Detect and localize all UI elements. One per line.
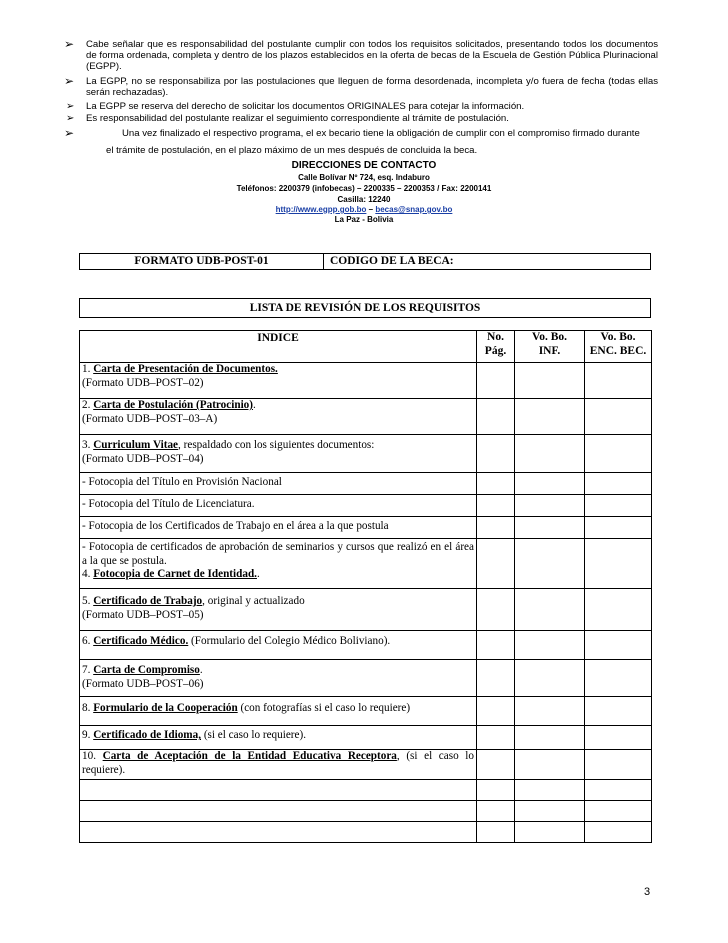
website-link[interactable]: http://www.egpp.gob.bo xyxy=(275,205,367,214)
vobo-inf-cell[interactable] xyxy=(515,801,585,822)
requirement-cell[interactable] xyxy=(80,822,477,843)
contacts-heading: DIRECCIONES DE CONTACTO xyxy=(291,160,437,171)
bullet-1: ➢ Cabe señalar que es responsabilidad del postulante cumplir con todos los requisitos solicitados, presentando todos los documentos de forma ordenada, completa y dentro de los plazos establecidos en la oferta de becas de la Escuela de Gestión Pública Plurinacional (EGPP). xyxy=(64,37,658,73)
vobo-enc-cell[interactable] xyxy=(585,473,652,495)
vobo-inf-cell[interactable] xyxy=(515,517,585,539)
page-cell[interactable] xyxy=(477,495,515,517)
arrow-bullet-icon: ➢ xyxy=(64,37,75,51)
vobo-inf-cell[interactable] xyxy=(515,660,585,697)
table-row xyxy=(80,589,652,631)
page-cell[interactable] xyxy=(477,363,515,399)
table-row xyxy=(80,473,652,495)
vobo-enc-cell[interactable] xyxy=(585,495,652,517)
vobo-inf-cell[interactable] xyxy=(515,750,585,780)
vobo-enc-cell[interactable] xyxy=(585,539,652,589)
page-cell[interactable] xyxy=(477,517,515,539)
contacts-links: http://www.egpp.gob.bo – becas@snap.gov.bo xyxy=(275,205,453,214)
vobo-inf-cell[interactable] xyxy=(515,399,585,435)
requirement-cell[interactable] xyxy=(80,801,477,822)
requirement-cell: - Fotocopia de certificados de aprobación de seminarios y cursos que realizó en el área a la que se postula. 4. Fotocopia de Carnet de Identidad.. xyxy=(80,539,477,589)
requirement-cell: 3. Curriculum Vitae, respaldado con los siguientes documentos: (Formato UDB–POST–04) xyxy=(80,435,477,473)
table-row xyxy=(80,363,652,399)
header-vobo-inf: Vo. Bo. INF. xyxy=(515,331,585,363)
requirement-cell: 6. Certificado Médico. (Formulario del Colegio Médico Boliviano). xyxy=(80,631,477,660)
vobo-inf-cell[interactable] xyxy=(515,631,585,660)
table-row-empty xyxy=(80,780,652,801)
page-cell[interactable] xyxy=(477,435,515,473)
arrow-bullet-icon: ➢ xyxy=(66,101,75,112)
table-row xyxy=(80,631,652,660)
table-row xyxy=(80,726,652,750)
table-row-empty xyxy=(80,822,652,843)
page-cell[interactable] xyxy=(477,589,515,631)
requirement-cell: - Fotocopia del Título de Licenciatura. xyxy=(80,495,477,517)
vobo-enc-cell[interactable] xyxy=(585,399,652,435)
requirement-cell: 1. Carta de Presentación de Documentos. (Formato UDB–POST–02) xyxy=(80,363,477,399)
vobo-enc-cell[interactable] xyxy=(585,435,652,473)
page-cell[interactable] xyxy=(477,726,515,750)
bullet-2: ➢ La EGPP, no se responsabiliza por las postulaciones que lleguen de forma desordenada, incompleta y/o fuera de fecha (todas ellas serán rechazadas). xyxy=(64,74,658,99)
arrow-bullet-icon: ➢ xyxy=(64,126,75,140)
vobo-enc-cell[interactable] xyxy=(585,589,652,631)
requirement-cell: 9. Certificado de Idioma, (si el caso lo requiere). xyxy=(80,726,477,750)
vobo-inf-cell[interactable] xyxy=(515,363,585,399)
vobo-inf-cell[interactable] xyxy=(515,697,585,726)
bullet-5: ➢ Una vez finalizado el respectivo programa, el ex becario tiene la obligación de cumplir con el compromiso firmado durante xyxy=(64,126,640,140)
vobo-enc-cell[interactable] xyxy=(585,780,652,801)
bullet-5-continuation: el trámite de postulación, en el plazo máximo de un mes después de concluida la beca. xyxy=(106,145,478,156)
contacts-phones: Teléfonos: 2200379 (infobecas) – 2200335 – 2200353 / Fax: 2200141 xyxy=(236,184,492,193)
contacts-address: Calle Bolívar Nº 724, esq. Indaburo xyxy=(298,173,430,182)
vobo-inf-cell[interactable] xyxy=(515,780,585,801)
header-no-pag: No. Pág. xyxy=(477,331,515,363)
vobo-enc-cell[interactable] xyxy=(585,517,652,539)
page-cell[interactable] xyxy=(477,697,515,726)
vobo-enc-cell[interactable] xyxy=(585,631,652,660)
page-cell[interactable] xyxy=(477,780,515,801)
vobo-inf-cell[interactable] xyxy=(515,822,585,843)
vobo-enc-cell[interactable] xyxy=(585,660,652,697)
arrow-bullet-icon: ➢ xyxy=(64,74,75,88)
vobo-enc-cell[interactable] xyxy=(585,697,652,726)
page-cell[interactable] xyxy=(477,399,515,435)
format-box xyxy=(79,253,651,270)
bullet-3: ➢ La EGPP se reserva del derecho de solicitar los documentos ORIGINALES para cotejar la información. xyxy=(66,101,525,112)
table-row xyxy=(80,750,652,780)
page-cell[interactable] xyxy=(477,822,515,843)
vobo-inf-cell[interactable] xyxy=(515,473,585,495)
page-cell[interactable] xyxy=(477,660,515,697)
page-cell[interactable] xyxy=(477,750,515,780)
requirement-cell: - Fotocopia del Título en Provisión Nacional xyxy=(80,473,477,495)
requirement-cell: 10. Carta de Aceptación de la Entidad Educativa Receptora, (si el caso lo requiere). xyxy=(80,750,477,780)
vobo-inf-cell[interactable] xyxy=(515,539,585,589)
requirement-cell: 5. Certificado de Trabajo, original y actualizado (Formato UDB–POST–05) xyxy=(80,589,477,631)
vobo-inf-cell[interactable] xyxy=(515,495,585,517)
vobo-enc-cell[interactable] xyxy=(585,363,652,399)
table-row xyxy=(80,495,652,517)
requirement-cell: - Fotocopia de los Certificados de Trabajo en el área a la que postula xyxy=(80,517,477,539)
contacts-casilla: Casilla: 12240 xyxy=(337,195,391,204)
arrow-bullet-icon: ➢ xyxy=(66,113,75,124)
vobo-enc-cell[interactable] xyxy=(585,822,652,843)
requirement-cell[interactable] xyxy=(80,780,477,801)
vobo-inf-cell[interactable] xyxy=(515,589,585,631)
vobo-inf-cell[interactable] xyxy=(515,726,585,750)
requirement-cell: 8. Formulario de la Cooperación (con fotografías si el caso lo requiere) xyxy=(80,697,477,726)
table-row xyxy=(80,660,652,697)
table-row-empty xyxy=(80,801,652,822)
page-cell[interactable] xyxy=(477,539,515,589)
header-indice: INDICE xyxy=(80,331,477,363)
table-row xyxy=(80,539,652,589)
vobo-enc-cell[interactable] xyxy=(585,801,652,822)
beca-code-label: CODIGO DE LA BECA: xyxy=(330,255,454,267)
requirement-cell: 2. Carta de Postulación (Patrocinio). (Formato UDB–POST–03–A) xyxy=(80,399,477,435)
email-link[interactable]: becas@snap.gov.bo xyxy=(375,205,453,214)
table-row xyxy=(80,399,652,435)
bullet-4: ➢ Es responsabilidad del postulante realizar el seguimiento correspondiente al trámite de postulación. xyxy=(66,113,509,124)
page-cell[interactable] xyxy=(477,631,515,660)
format-code: FORMATO UDB-POST-01 xyxy=(80,254,324,269)
table-row xyxy=(80,517,652,539)
requirements-table xyxy=(79,330,652,843)
vobo-enc-cell[interactable] xyxy=(585,750,652,780)
vobo-inf-cell[interactable] xyxy=(515,435,585,473)
vobo-enc-cell[interactable] xyxy=(585,726,652,750)
header-vobo-enc: Vo. Bo. ENC. BEC. xyxy=(585,331,652,363)
table-row xyxy=(80,697,652,726)
page-number: 3 xyxy=(644,886,651,898)
contacts-city: La Paz - Bolivia xyxy=(334,215,394,224)
table-header-row xyxy=(80,331,652,363)
page-cell[interactable] xyxy=(477,473,515,495)
list-title: LISTA DE REVISIÓN DE LOS REQUISITOS xyxy=(79,298,651,318)
requirement-cell: 7. Carta de Compromiso. (Formato UDB–POST–06) xyxy=(80,660,477,697)
table-row xyxy=(80,435,652,473)
page-cell[interactable] xyxy=(477,801,515,822)
